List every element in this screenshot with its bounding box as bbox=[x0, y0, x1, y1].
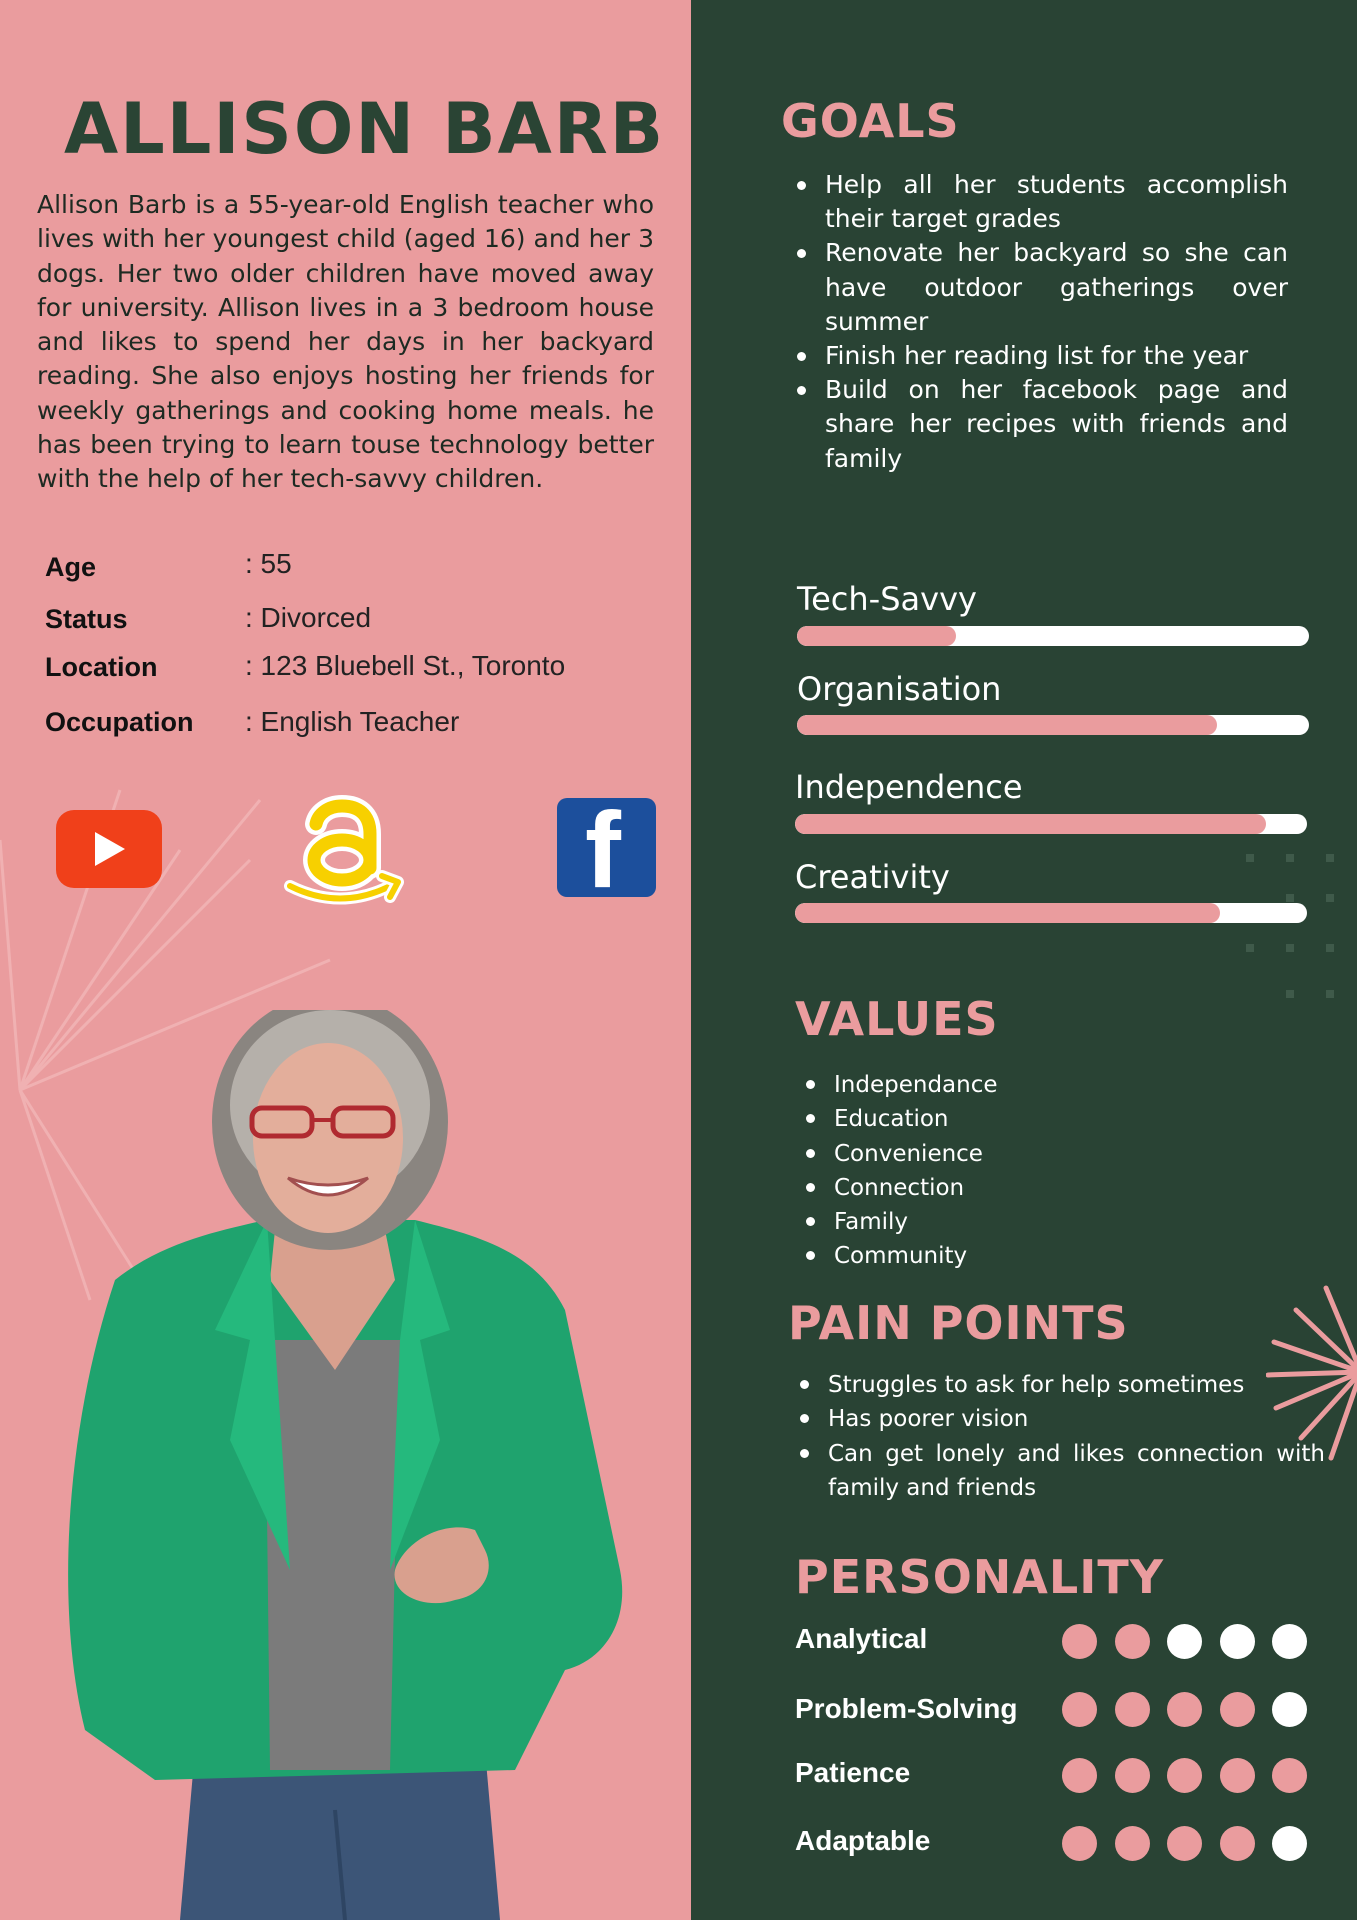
skill-bar-independence bbox=[795, 814, 1307, 834]
goal-item: Renovate her backyard so she can have outdoor gatherings over summer bbox=[795, 236, 1288, 339]
goals-list bbox=[795, 168, 1288, 476]
trait-label-adaptable: Adaptable bbox=[795, 1825, 931, 1856]
rating-dot-filled bbox=[1167, 1692, 1202, 1727]
rating-dot-filled bbox=[1220, 1826, 1255, 1861]
goal-item: Help all her students accomplish their target grades bbox=[795, 168, 1288, 236]
decorative-dot-grid bbox=[1246, 850, 1336, 1010]
skill-bar-organisation bbox=[797, 715, 1309, 735]
value-item: Independance bbox=[804, 1068, 998, 1102]
details-panel bbox=[691, 0, 1357, 1920]
skill-label-creativity: Creativity bbox=[795, 858, 950, 896]
rating-dot-filled bbox=[1220, 1758, 1255, 1793]
skill-bar-tech-savvy bbox=[797, 626, 1309, 646]
rating-dot-filled bbox=[1062, 1624, 1097, 1659]
pain-points-list bbox=[798, 1368, 1325, 1505]
skill-label-tech-savvy: Tech-Savvy bbox=[797, 580, 977, 618]
persona-name: ALLISON BARB bbox=[64, 88, 666, 170]
value-item: Family bbox=[804, 1205, 998, 1239]
rating-dot-filled bbox=[1167, 1826, 1202, 1861]
rating-dot-filled bbox=[1167, 1758, 1202, 1793]
value-item: Convenience bbox=[804, 1137, 998, 1171]
location-value: : 123 Bluebell St., Toronto bbox=[245, 650, 566, 681]
status-value: : Divorced bbox=[245, 602, 372, 633]
location-label: Location bbox=[45, 652, 158, 682]
value-item: Connection bbox=[804, 1171, 998, 1205]
skill-fill-creativity bbox=[795, 903, 1220, 923]
skill-fill-organisation bbox=[797, 715, 1217, 735]
age-label: Age bbox=[45, 552, 97, 582]
goals-title: GOALS bbox=[781, 94, 960, 148]
occupation-label: Occupation bbox=[45, 707, 194, 737]
rating-dot-empty bbox=[1167, 1624, 1202, 1659]
pain-point-item: Struggles to ask for help sometimes bbox=[798, 1368, 1325, 1402]
skill-label-organisation: Organisation bbox=[797, 670, 1002, 708]
persona-bio: Allison Barb is a 55-year-old English teacher who lives with her youngest child (aged 16) and her 3 dogs. Her two older children have moved away for university. Allison lives in a 3 bedroom house and likes to spend her days in her backyard reading. She also enjoys hosting her friends for weekly gatherings and cooking home meals. he has been trying to learn touse technology better with the help of her tech-savvy children. bbox=[37, 190, 654, 494]
occupation-value: : English Teacher bbox=[245, 706, 460, 737]
rating-dot-filled bbox=[1272, 1758, 1307, 1793]
amazon-icon bbox=[284, 784, 408, 908]
skill-fill-independence bbox=[795, 814, 1266, 834]
rating-dot-empty bbox=[1220, 1624, 1255, 1659]
pain-point-item: Has poorer vision bbox=[798, 1402, 1325, 1436]
skill-bar-creativity bbox=[795, 903, 1307, 923]
pain-point-item: Can get lonely and likes connection with family and friends bbox=[798, 1437, 1325, 1506]
values-title: VALUES bbox=[795, 992, 999, 1046]
rating-dot-filled bbox=[1115, 1692, 1150, 1727]
trait-label-analytical: Analytical bbox=[795, 1623, 928, 1654]
rating-dot-filled bbox=[1062, 1692, 1097, 1727]
age-value: : 55 bbox=[245, 548, 292, 579]
persona-photo bbox=[45, 1010, 685, 1920]
rating-dot-filled bbox=[1062, 1826, 1097, 1861]
rating-dot-filled bbox=[1115, 1758, 1150, 1793]
trait-label-problem-solving: Problem-Solving bbox=[795, 1693, 1018, 1724]
rating-dot-empty bbox=[1272, 1624, 1307, 1659]
personality-title: PERSONALITY bbox=[795, 1550, 1165, 1604]
facebook-icon: f bbox=[557, 798, 656, 897]
rating-dot-empty bbox=[1272, 1826, 1307, 1861]
rating-dot-filled bbox=[1115, 1624, 1150, 1659]
youtube-icon bbox=[56, 810, 162, 888]
goal-item: Finish her reading list for the year bbox=[795, 339, 1288, 373]
skill-label-independence: Independence bbox=[795, 768, 1023, 806]
value-item: Education bbox=[804, 1102, 998, 1136]
rating-dot-empty bbox=[1272, 1692, 1307, 1727]
status-label: Status bbox=[45, 604, 128, 634]
value-item: Community bbox=[804, 1239, 998, 1273]
values-list bbox=[804, 1068, 998, 1274]
pain-points-title: PAIN POINTS bbox=[788, 1296, 1129, 1350]
goal-item: Build on her facebook page and share her recipes with friends and family bbox=[795, 373, 1288, 476]
rating-dot-filled bbox=[1115, 1826, 1150, 1861]
rating-dot-filled bbox=[1062, 1758, 1097, 1793]
rating-dot-filled bbox=[1220, 1692, 1255, 1727]
skill-fill-tech-savvy bbox=[797, 626, 956, 646]
trait-label-patience: Patience bbox=[795, 1757, 911, 1788]
